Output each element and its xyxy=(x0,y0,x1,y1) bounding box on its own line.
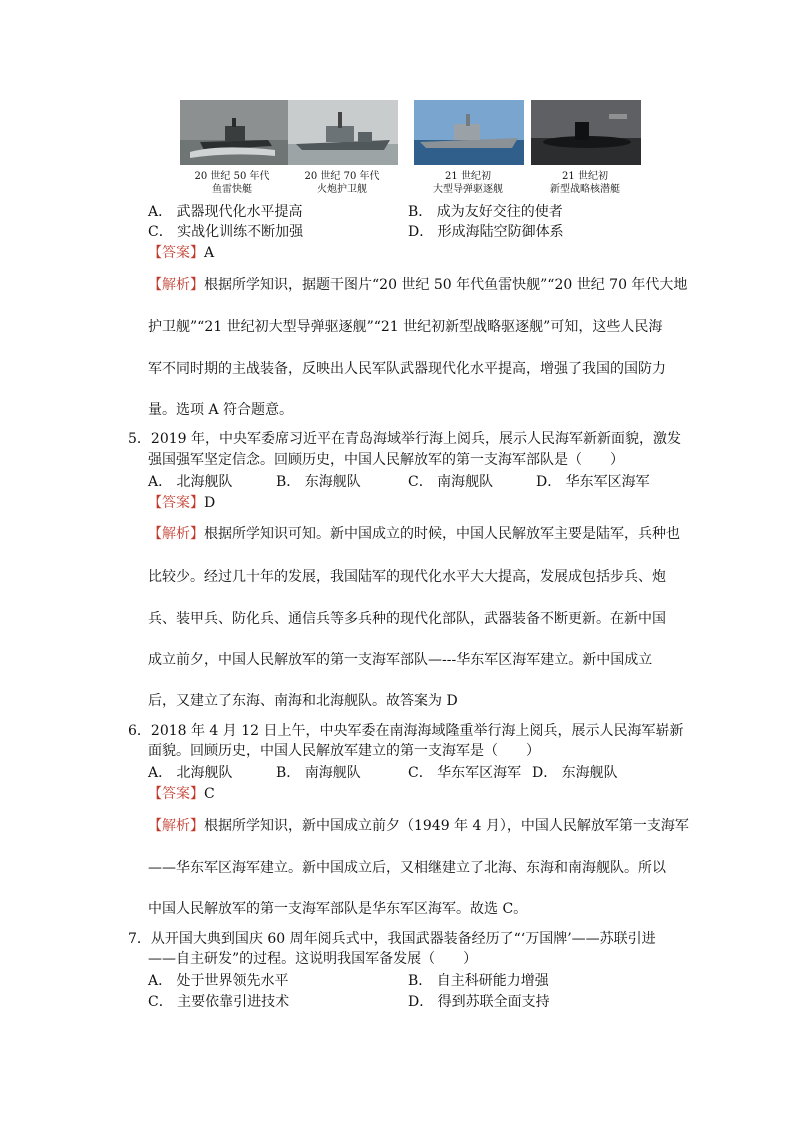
destroyer-photo xyxy=(414,100,524,165)
question-6-text: 面貌。回顾历史，中国人民解放军建立的第一支海军是（ ） xyxy=(148,743,540,759)
explanation-line: 军不同时期的主战装备，反映出人民军队武器现代化水平提高，增强了我国的国防力 xyxy=(148,361,666,377)
answer-line xyxy=(148,244,214,262)
answer-line xyxy=(148,785,215,803)
option-c: C． 南海舰队 xyxy=(408,474,494,490)
option-a: A． 北海舰队 xyxy=(148,765,233,781)
explanation-tag: 【解析】 xyxy=(148,818,204,834)
submarine-photo xyxy=(531,100,641,165)
question-6-text: 6．2018 年 4 月 12 日上午，中央军委在南海海域隆重举行海上阅兵，展示人民海军崭新 xyxy=(128,723,684,739)
explanation-line: 成立前夕，中国人民解放军的第一支海军部队—---华东军区海军建立。新中国成立 xyxy=(148,652,653,668)
option-a: A． 武器现代化水平提高 xyxy=(148,204,303,220)
answer-value: D xyxy=(204,495,216,511)
explanation-tag: 【解析】 xyxy=(148,277,204,293)
option-b: B． 南海舰队 xyxy=(276,765,361,781)
option-c: C． 实战化训练不断加强 xyxy=(148,224,304,240)
option-c: C． 华东军区海军 xyxy=(408,765,522,781)
explanation-line: 中国人民解放军的第一支海军部队是华东军区海军。故选 C。 xyxy=(148,901,528,917)
answer-value: A xyxy=(204,245,215,261)
answer-line xyxy=(148,494,215,512)
option-d: D． 东海舰队 xyxy=(532,765,618,781)
answer-tag: 【答案】 xyxy=(148,245,204,261)
option-b: B． 成为友好交往的使者 xyxy=(408,204,563,220)
explanation-line: 比较少。经过几十年的发展，我国陆军的现代化水平大大提高，发展成包括步兵、炮 xyxy=(148,569,666,585)
option-b: B． 自主科研能力增强 xyxy=(408,973,549,989)
explanation-line: 护卫舰”“21 世纪初大型导弹驱逐舰”“21 世纪初新型战略驱逐舰”可知，这些人民海 xyxy=(148,319,663,335)
frigate-photo xyxy=(288,100,398,165)
option-a: A． 处于世界领先水平 xyxy=(148,973,289,989)
option-a: A． 北海舰队 xyxy=(148,474,233,490)
photo-caption: 21 世纪初 大型导弹驱逐舰 xyxy=(433,171,503,195)
option-c: C． 主要依靠引进技术 xyxy=(148,994,290,1010)
option-b: B． 东海舰队 xyxy=(276,474,361,490)
option-d: D． 形成海陆空防御体系 xyxy=(408,224,564,240)
explanation-tag: 【解析】 xyxy=(148,526,204,542)
explanation-line: 【解析】根据所学知识，新中国成立前夕（1949 年 4 月），中国人民解放军第一支海军 xyxy=(148,818,689,834)
question-5-text: 强国强军坚定信念。回顾历史，中国人民解放军的第一支海军部队是（ ） xyxy=(148,452,624,468)
explanation-line: 【解析】根据所学知识可知。新中国成立的时候，中国人民解放军主要是陆军，兵种也 xyxy=(148,526,680,542)
photo-caption: 20 世纪 50 年代 鱼雷快艇 xyxy=(194,171,270,195)
option-d: D． 华东军区海军 xyxy=(536,474,650,490)
option-d: D． 得到苏联全面支持 xyxy=(408,994,550,1010)
explanation-line: ——华东军区海军建立。新中国成立后，又相继建立了北海、东海和南海舰队。所以 xyxy=(148,860,666,876)
explanation-line: 兵、装甲兵、防化兵、通信兵等多兵种的现代化部队，武器装备不断更新。在新中国 xyxy=(148,611,666,627)
torpedo-boat-photo xyxy=(180,100,290,165)
answer-value: C xyxy=(204,786,215,802)
explanation-line: 量。选项 A 符合题意。 xyxy=(148,402,294,418)
answer-tag: 【答案】 xyxy=(148,786,204,802)
explanation-line: 后，又建立了东海、南海和北海舰队。故答案为 D xyxy=(148,693,458,709)
explanation-line: 【解析】根据所学知识，据题干图片“20 世纪 50 年代鱼雷快舰”“20 世纪 70 年代大地 xyxy=(148,277,688,293)
answer-tag: 【答案】 xyxy=(148,495,204,511)
question-7-text: 7．从开国大典到国庆 60 周年阅兵式中，我国武器装备经历了“‘万国牌’——苏联引进 xyxy=(128,931,656,947)
photo-caption: 21 世纪初 新型战略核潜艇 xyxy=(550,171,620,195)
photo-caption: 20 世纪 70 年代 火炮护卫舰 xyxy=(304,171,380,195)
question-7-text: ——自主研发”的过程。这说明我国军备发展（ ） xyxy=(148,951,478,967)
question-5-text: 5．2019 年，中央军委席习近平在青岛海域举行海上阅兵，展示人民海军新新面貌，激发 xyxy=(128,431,681,447)
